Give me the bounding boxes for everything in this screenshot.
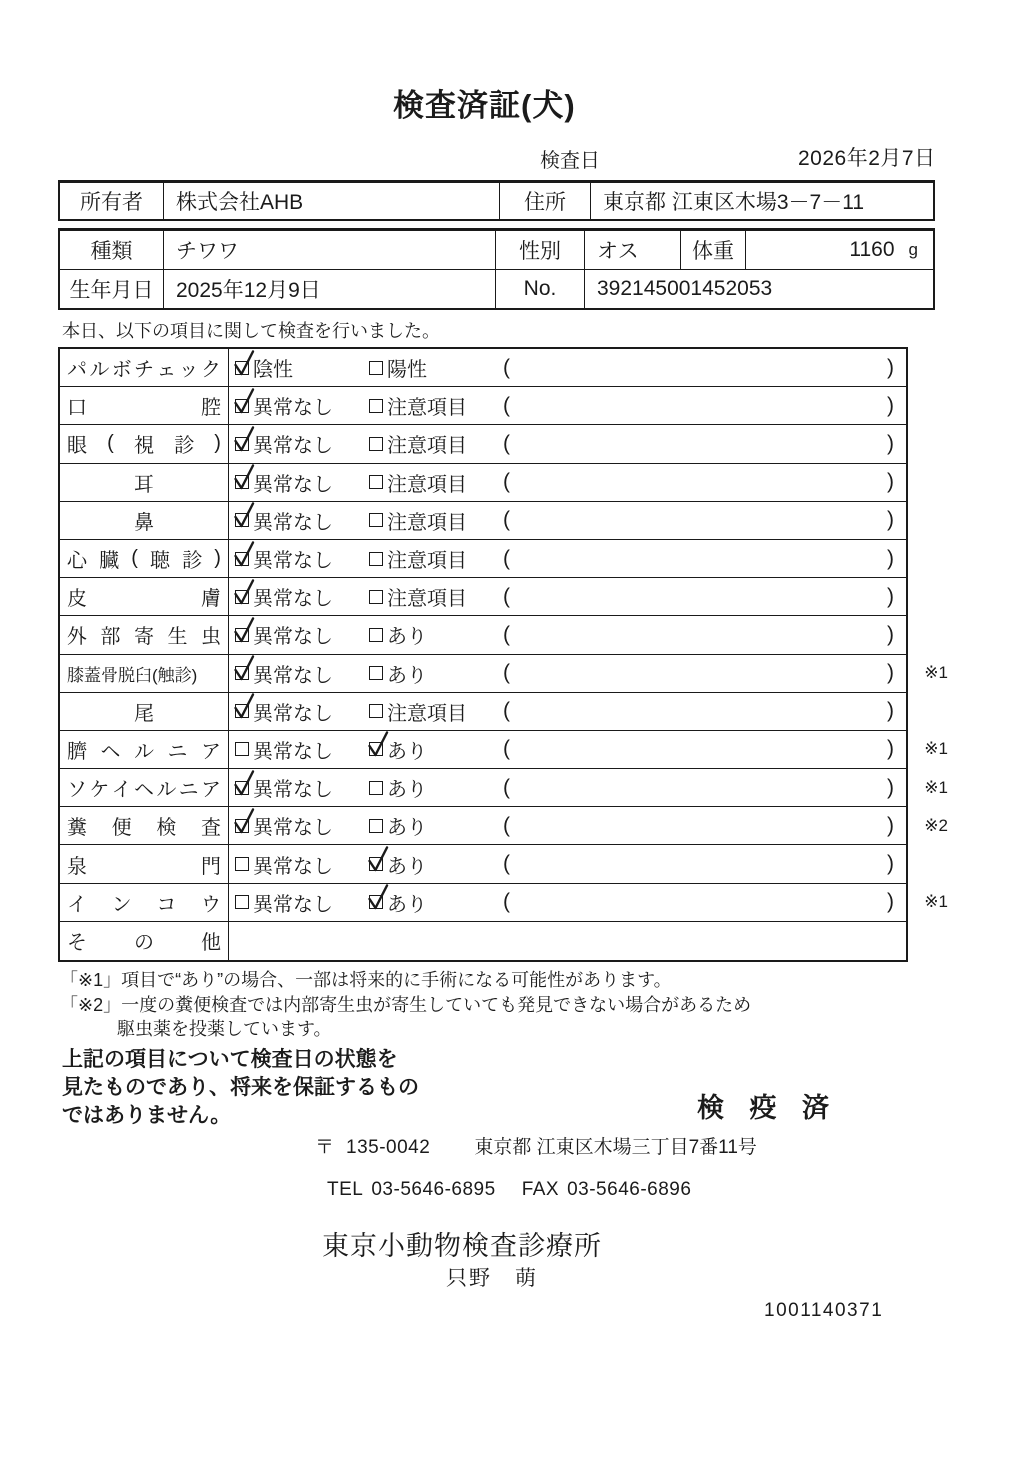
- checkbox-checked: [235, 781, 249, 795]
- checkbox-unchecked: [369, 704, 383, 718]
- inspection-row-content: [229, 693, 906, 730]
- checkbox-checked: [369, 857, 383, 871]
- label-char: の: [134, 932, 154, 955]
- clinic-address: 東京都 江東区木場三丁目7番11号: [474, 1137, 757, 1158]
- paren-close: ): [887, 737, 894, 761]
- option-label: 注意項目: [387, 397, 467, 420]
- label-char: ン: [111, 893, 132, 916]
- footnote-1: 「※1」項目で“あり”の場合、一部は将来的に手術になる可能性があります。: [60, 970, 672, 990]
- inspection-item-label: [60, 807, 229, 844]
- inspection-item-label: 耳: [60, 464, 229, 501]
- inspection-row: [60, 693, 906, 731]
- inspection-row-content: [229, 655, 906, 692]
- disclaimer-line-1: 上記の項目について検査日の状態を: [62, 1048, 398, 1071]
- label-char: 便: [111, 817, 132, 840]
- footnote-marker: ※2: [924, 815, 948, 835]
- option-label: 注意項目: [387, 550, 467, 573]
- label-char: 腔: [201, 397, 221, 420]
- option-label: 注意項目: [387, 588, 467, 611]
- inspection-row-content: [229, 845, 906, 882]
- animal-row-2: [60, 270, 933, 308]
- inspection-item-label: 鼻: [60, 502, 229, 539]
- option-label: あり: [387, 664, 427, 687]
- option-label: 異常なし: [253, 511, 333, 534]
- checkbox-option: [369, 540, 467, 577]
- checkbox-checked: [235, 704, 249, 718]
- label-char: 生: [167, 626, 188, 649]
- option-label: 陰性: [253, 359, 293, 382]
- option-label: 異常なし: [253, 435, 333, 458]
- inspection-row-content: [229, 387, 906, 424]
- paren-open: (: [503, 890, 510, 914]
- label-char: 部: [100, 626, 121, 649]
- inspection-row: [60, 464, 906, 502]
- checkbox-unchecked: [369, 552, 383, 566]
- checkbox-option: [369, 578, 467, 615]
- paren-close: ): [887, 470, 894, 494]
- inspection-row-content: [229, 349, 906, 386]
- inspection-row: [60, 616, 906, 654]
- inspection-row-content: [229, 540, 906, 577]
- checkbox-option: [235, 540, 333, 577]
- inspection-row: [60, 731, 948, 769]
- label-char: 査: [200, 817, 221, 840]
- option-label: 異常なし: [253, 855, 333, 878]
- clinic-postal-address: [315, 1132, 757, 1159]
- checkbox-option: [235, 349, 293, 386]
- tel-label: TEL: [327, 1179, 364, 1200]
- checkbox-unchecked: [369, 666, 383, 680]
- checkbox-option: [369, 616, 427, 653]
- clinic-name: 東京小動物検査診療所: [322, 1231, 602, 1261]
- checkbox-unchecked: [369, 513, 383, 527]
- checkbox-option: [369, 884, 427, 921]
- option-label: あり: [387, 779, 427, 802]
- checkbox-checked: [235, 666, 249, 680]
- option-label: あり: [387, 817, 427, 840]
- label-char: イ: [67, 893, 87, 916]
- label-char: 外: [67, 626, 87, 649]
- checkbox-option: [369, 425, 467, 462]
- option-label: 陽性: [387, 359, 427, 382]
- footnote-marker: ※1: [924, 739, 948, 759]
- checkbox-checked: [235, 628, 249, 642]
- inspection-row: [60, 922, 906, 960]
- label-char: ル: [89, 359, 110, 382]
- paren-close: ): [887, 813, 894, 837]
- checkbox-checked: [235, 361, 249, 375]
- label-char: ク: [200, 359, 221, 382]
- checkbox-option: [235, 807, 333, 844]
- option-label: 異常なし: [253, 702, 333, 725]
- checkbox-option: [235, 616, 333, 653]
- paren-open: (: [503, 546, 510, 570]
- weight-value: 1160: [849, 238, 895, 261]
- inspection-row: [60, 387, 906, 425]
- label-char: 眼: [67, 435, 87, 458]
- inspection-row: [60, 425, 906, 463]
- postal-mark: 〒: [315, 1137, 335, 1158]
- paren-close: ): [887, 431, 894, 455]
- label-char: ヘ: [100, 740, 121, 763]
- checkbox-option: [235, 769, 333, 806]
- breed-value-cell: チワワ: [163, 231, 495, 269]
- label-char: 皮: [67, 588, 87, 611]
- label-char: (: [107, 432, 114, 455]
- paren-close: ): [887, 890, 894, 914]
- checkbox-unchecked: [369, 781, 383, 795]
- document-title: 検査済証(犬): [393, 88, 576, 123]
- checkbox-option: [369, 807, 427, 844]
- weight-label-cell: 体重: [680, 231, 745, 269]
- paren-open: (: [503, 813, 510, 837]
- paren-close: ): [887, 661, 894, 685]
- inspection-row-content: [229, 769, 906, 806]
- paren-close: ): [887, 775, 894, 799]
- paren-close: ): [887, 699, 894, 723]
- inspection-row: [60, 502, 906, 540]
- checkbox-option: [235, 464, 333, 501]
- inspection-item-label: 尾: [60, 693, 229, 730]
- weight-value-cell: [745, 231, 933, 269]
- option-label: 注意項目: [387, 473, 467, 496]
- label-char: 心: [67, 550, 87, 573]
- clinic-phone-line: [327, 1179, 691, 1201]
- option-label: 異常なし: [253, 740, 333, 763]
- checkbox-option: [235, 655, 333, 692]
- postal-code: 135-0042: [346, 1137, 431, 1158]
- paren-open: (: [503, 775, 510, 799]
- birthdate-label-cell: 生年月日: [69, 279, 154, 302]
- inspection-item-label: [60, 884, 229, 921]
- paren-open: (: [503, 699, 510, 723]
- label-char: 臍: [67, 740, 87, 763]
- label-char: 口: [67, 397, 87, 420]
- animal-row-1: [60, 231, 933, 270]
- inspection-item-label: [60, 616, 229, 653]
- inspection-row-content: [229, 502, 906, 539]
- checkbox-checked: [235, 475, 249, 489]
- inspection-item-label: [60, 425, 229, 462]
- paren-open: (: [503, 470, 510, 494]
- inspection-row: [60, 578, 906, 616]
- inspection-row: [60, 807, 948, 845]
- owner-label-cell: 所有者: [80, 191, 143, 214]
- inspection-row: [60, 884, 948, 922]
- label-char: 門: [201, 855, 221, 878]
- inspection-table: [58, 347, 948, 962]
- label-char: ル: [134, 740, 154, 763]
- checkbox-option: [235, 731, 333, 768]
- checkbox-option: [369, 769, 427, 806]
- checkbox-unchecked: [235, 742, 249, 756]
- exam-date-label: 検査日: [540, 150, 600, 172]
- checkbox-option: [235, 578, 333, 615]
- label-char: ェ: [156, 359, 177, 382]
- checkbox-checked: [235, 437, 249, 451]
- label-char: 他: [201, 932, 221, 955]
- sex-value-cell: オス: [584, 231, 680, 269]
- fax-number: 03-5646-6896: [567, 1179, 692, 1200]
- inspection-row-content: [229, 884, 906, 921]
- owner-table: [58, 180, 935, 221]
- checkbox-option: [235, 425, 333, 462]
- label-char: 診: [174, 435, 195, 458]
- checkbox-option: [235, 884, 333, 921]
- option-label: あり: [387, 855, 427, 878]
- paren-close: ): [887, 508, 894, 532]
- label-char: 聴: [150, 550, 171, 573]
- label-char: 検: [156, 817, 177, 840]
- breed-label-cell: 種類: [90, 240, 133, 263]
- disclaimer-line-2: 見たものであり、将来を保証するもの: [62, 1076, 419, 1099]
- footnote-marker: ※1: [924, 777, 948, 797]
- paren-open: (: [503, 584, 510, 608]
- label-char: イ: [111, 779, 132, 802]
- label-char: コ: [156, 893, 177, 916]
- examiner-name: 只野 萌: [446, 1267, 538, 1290]
- checkbox-option: [369, 349, 427, 386]
- checkbox-checked: [369, 895, 383, 909]
- paren-close: ): [887, 393, 894, 417]
- checkbox-option: [369, 693, 467, 730]
- checkbox-unchecked: [369, 590, 383, 604]
- label-char: ッ: [178, 359, 199, 382]
- option-label: 異常なし: [253, 664, 333, 687]
- label-char: 虫: [201, 626, 221, 649]
- address-label-cell: 住所: [499, 183, 590, 219]
- option-label: 注意項目: [387, 702, 467, 725]
- paren-open: (: [503, 431, 510, 455]
- sex-label-cell: 性別: [495, 231, 584, 269]
- animal-table: [58, 228, 935, 310]
- option-label: 異常なし: [253, 473, 333, 496]
- label-char: ヘ: [133, 779, 154, 802]
- option-label: 異常なし: [253, 779, 333, 802]
- checkbox-option: [369, 387, 467, 424]
- footnote-2-line-2: 駆虫薬を投薬しています。: [117, 1019, 332, 1039]
- paren-open: (: [503, 852, 510, 876]
- weight-unit: g: [908, 240, 918, 259]
- label-char: ア: [201, 740, 221, 763]
- inspection-row: [60, 540, 906, 578]
- label-char: 糞: [67, 817, 87, 840]
- label-char: 視: [133, 435, 154, 458]
- checkbox-unchecked: [369, 399, 383, 413]
- checkbox-unchecked: [369, 361, 383, 375]
- inspection-row-content: [229, 578, 906, 615]
- number-label-cell: No.: [495, 270, 584, 308]
- owner-value-cell: 株式会社AHB: [163, 183, 499, 219]
- label-char: 寄: [134, 626, 154, 649]
- option-label: 異常なし: [253, 397, 333, 420]
- inspection-item-label: [60, 540, 229, 577]
- label-char: ウ: [200, 893, 221, 916]
- checkbox-option: [369, 502, 467, 539]
- inspection-item-label: [60, 845, 229, 882]
- inspection-row: [60, 655, 948, 693]
- checkbox-checked: [235, 819, 249, 833]
- checkbox-checked: [369, 742, 383, 756]
- label-char: そ: [67, 932, 87, 955]
- checkbox-checked: [235, 513, 249, 527]
- inspection-item-label: [60, 349, 229, 386]
- inspection-item-label: [60, 922, 229, 960]
- checkbox-unchecked: [369, 628, 383, 642]
- inspection-item-label: [60, 578, 229, 615]
- paren-open: (: [503, 737, 510, 761]
- paren-close: ): [887, 622, 894, 646]
- label-char: ): [214, 432, 221, 455]
- checkbox-checked: [235, 399, 249, 413]
- inspection-row-content: [229, 616, 906, 653]
- quarantine-stamp: 検 疫 済: [697, 1093, 839, 1123]
- inspection-item-label: [60, 387, 229, 424]
- inspection-item-label: 膝蓋骨脱臼(触診): [60, 655, 229, 692]
- paren-open: (: [503, 508, 510, 532]
- paren-close: ): [887, 355, 894, 379]
- label-char: ): [214, 547, 221, 570]
- footnote-marker: ※1: [924, 892, 948, 912]
- inspection-row-content: [229, 731, 906, 768]
- paren-close: ): [887, 584, 894, 608]
- label-char: ソ: [67, 779, 87, 802]
- checkbox-option: [369, 845, 427, 882]
- paren-close: ): [887, 546, 894, 570]
- paren-open: (: [503, 661, 510, 685]
- paren-open: (: [503, 393, 510, 417]
- inspection-item-label: [60, 731, 229, 768]
- label-char: 診: [182, 550, 203, 573]
- option-label: 異常なし: [253, 817, 333, 840]
- checkbox-checked: [235, 552, 249, 566]
- footnote-marker: ※1: [924, 663, 948, 683]
- checkbox-checked: [235, 590, 249, 604]
- option-label: 注意項目: [387, 435, 467, 458]
- label-char: パ: [67, 359, 87, 382]
- option-label: 異常なし: [253, 626, 333, 649]
- label-char: 膚: [201, 588, 221, 611]
- inspection-row: [60, 845, 906, 883]
- intro-sentence: 本日、以下の項目に関して検査を行いました。: [62, 321, 440, 341]
- birthdate-value-cell: 2025年12月9日: [163, 270, 495, 308]
- option-label: あり: [387, 740, 427, 763]
- checkbox-option: [235, 502, 333, 539]
- checkbox-option: [235, 693, 333, 730]
- paren-open: (: [503, 355, 510, 379]
- inspection-row: [60, 349, 906, 387]
- label-char: (: [131, 547, 138, 570]
- document-number: 1001140371: [764, 1300, 884, 1321]
- inspection-row-content: [229, 464, 906, 501]
- option-label: 異常なし: [253, 893, 333, 916]
- number-value-cell: 392145001452053: [584, 270, 933, 308]
- checkbox-option: [235, 845, 333, 882]
- checkbox-option: [369, 464, 467, 501]
- footnote-2-line-1: 「※2」一度の糞便検査では内部寄生虫が寄生していても発見できない場合があるため: [60, 995, 752, 1015]
- paren-open: (: [503, 622, 510, 646]
- inspection-row-content: [229, 807, 906, 844]
- checkbox-option: [235, 387, 333, 424]
- inspection-item-label: [60, 769, 229, 806]
- option-label: 異常なし: [253, 550, 333, 573]
- address-value-cell: 東京都 江東区木場3－7－11: [590, 183, 933, 219]
- label-char: ボ: [111, 359, 132, 382]
- label-char: チ: [133, 359, 154, 382]
- disclaimer-statement: [62, 1046, 419, 1130]
- option-label: あり: [387, 893, 427, 916]
- inspection-row-content: [229, 922, 906, 960]
- checkbox-unchecked: [369, 437, 383, 451]
- label-char: ア: [200, 779, 221, 802]
- checkbox-unchecked: [369, 819, 383, 833]
- option-label: 異常なし: [253, 588, 333, 611]
- tel-number: 03-5646-6895: [371, 1179, 496, 1200]
- checkbox-option: [369, 655, 427, 692]
- label-char: ル: [156, 779, 177, 802]
- checkbox-unchecked: [235, 895, 249, 909]
- option-label: あり: [387, 626, 427, 649]
- disclaimer-line-3: ではありません。: [62, 1104, 232, 1127]
- label-char: ニ: [178, 779, 199, 802]
- label-char: ケ: [89, 779, 110, 802]
- option-label: 注意項目: [387, 511, 467, 534]
- label-char: ニ: [167, 740, 188, 763]
- checkbox-unchecked: [235, 857, 249, 871]
- paren-close: ): [887, 852, 894, 876]
- label-char: 泉: [67, 855, 87, 878]
- inspection-row: [60, 769, 948, 807]
- exam-date-value: 2026年2月7日: [798, 147, 936, 170]
- inspection-row-content: [229, 425, 906, 462]
- owner-row: [60, 183, 933, 219]
- fax-label: FAX: [521, 1179, 560, 1200]
- checkbox-unchecked: [369, 475, 383, 489]
- label-char: 臓: [99, 550, 120, 573]
- checkbox-option: [369, 731, 427, 768]
